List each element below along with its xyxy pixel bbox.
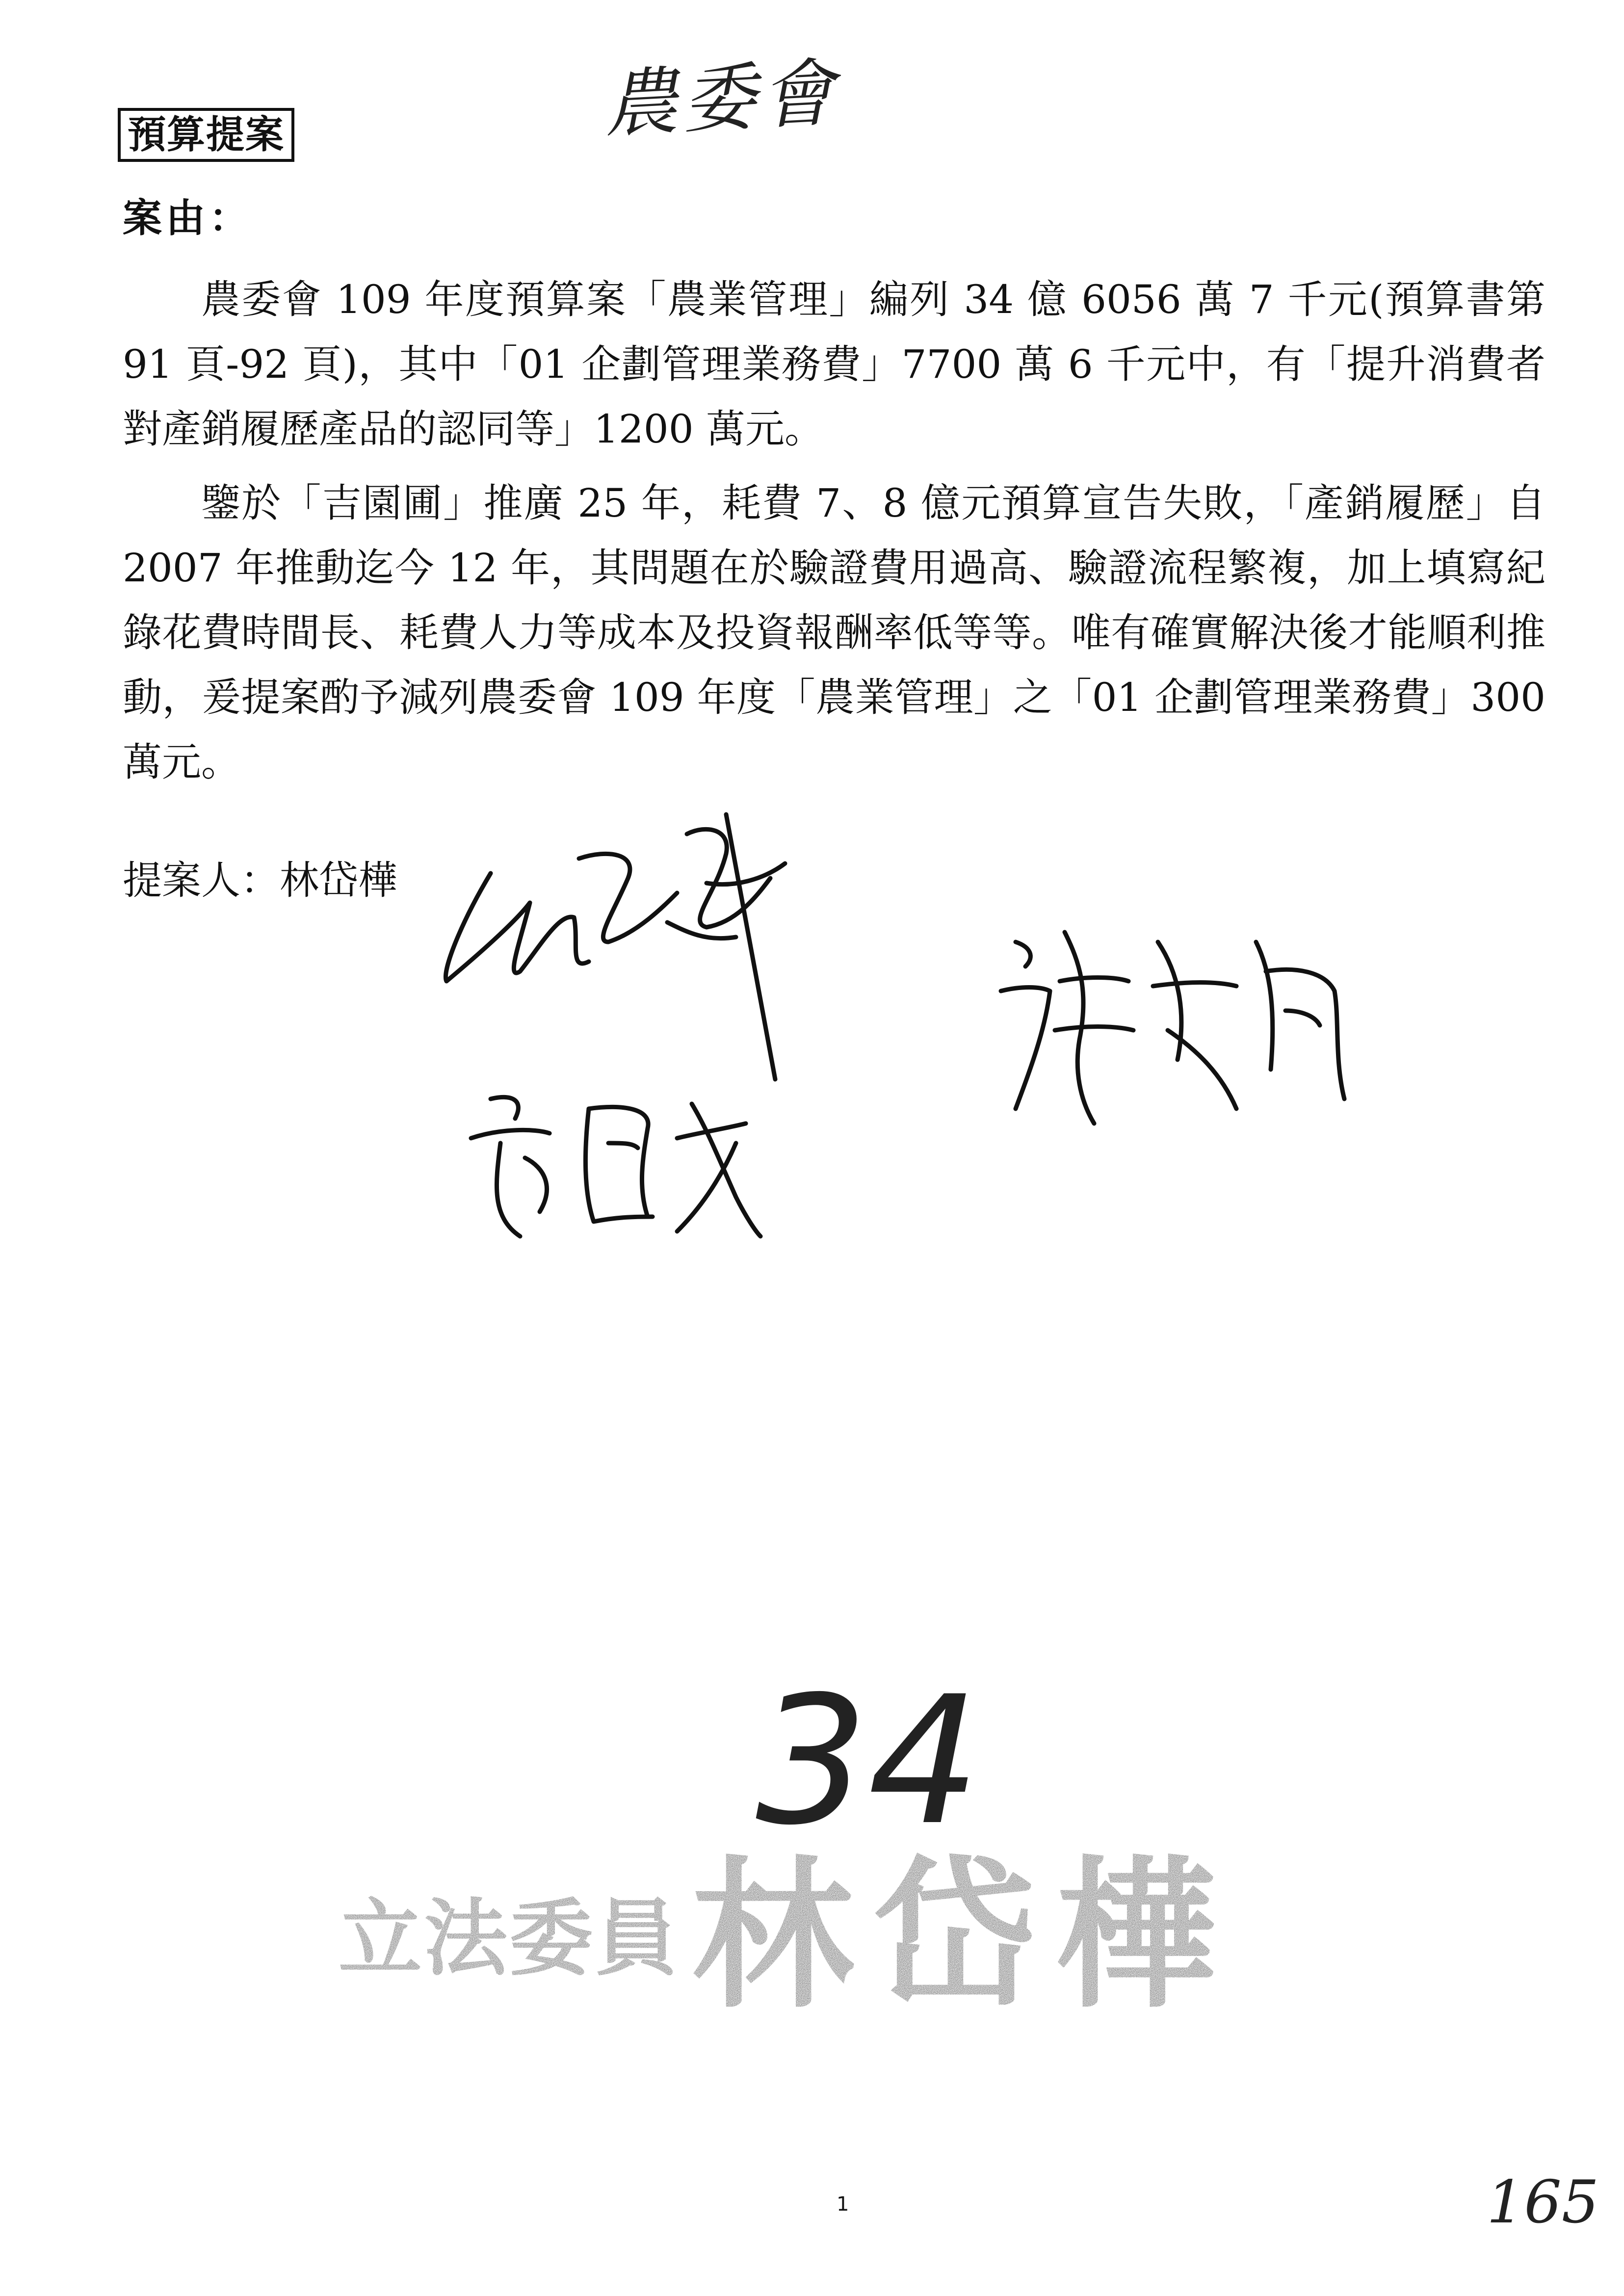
proposer-line: 提案人：林岱樺 bbox=[123, 858, 397, 903]
handwritten-agency-note: 農委會 bbox=[602, 50, 841, 148]
signature-1 bbox=[432, 795, 834, 1109]
signature-3 bbox=[981, 913, 1354, 1148]
case-paragraph-2 bbox=[123, 471, 1545, 795]
svg-text:林岱樺: 林岱樺 bbox=[692, 1845, 1236, 2021]
case-paragraph-1 bbox=[123, 267, 1545, 462]
case-paragraph-2-text: 鑒於「吉園圃」推廣 25 年，耗費 7、8 億元預算宣告失敗，「產銷履歷」自 2007 年推動迄今 12 年，其問題在於驗證費用過高、驗證流程繁複，加上填寫紀錄花費時間長、耗費人力等成本及投資報酬率低等等。唯有確實解決後才能順利推動，爰提案酌予減列農委會 109 年度「農業管理」之「01 企劃管理業務費」300 萬元。 bbox=[123, 480, 1545, 785]
case-paragraph-1-text: 農委會 109 年度預算案「農業管理」編列 34 億 6056 萬 7 千元(預算書第 91 頁-92 頁)，其中「01 企劃管理業務費」7700 萬 6 千元中，有「提升消費者對產銷履歷產品的認同等」1200 萬元。 bbox=[123, 277, 1545, 452]
legislator-seal-stamp bbox=[339, 1845, 1320, 2021]
handwritten-number: 34 bbox=[756, 1658, 981, 1864]
page-number: 1 bbox=[837, 2193, 849, 2216]
svg-text:立法委員: 立法委員 bbox=[339, 1889, 681, 1987]
handwritten-page-number: 165 bbox=[1487, 2168, 1599, 2237]
case-heading: 案由： bbox=[123, 195, 252, 241]
document-label: 預算提案 bbox=[118, 108, 294, 162]
signature-2 bbox=[461, 1070, 765, 1256]
